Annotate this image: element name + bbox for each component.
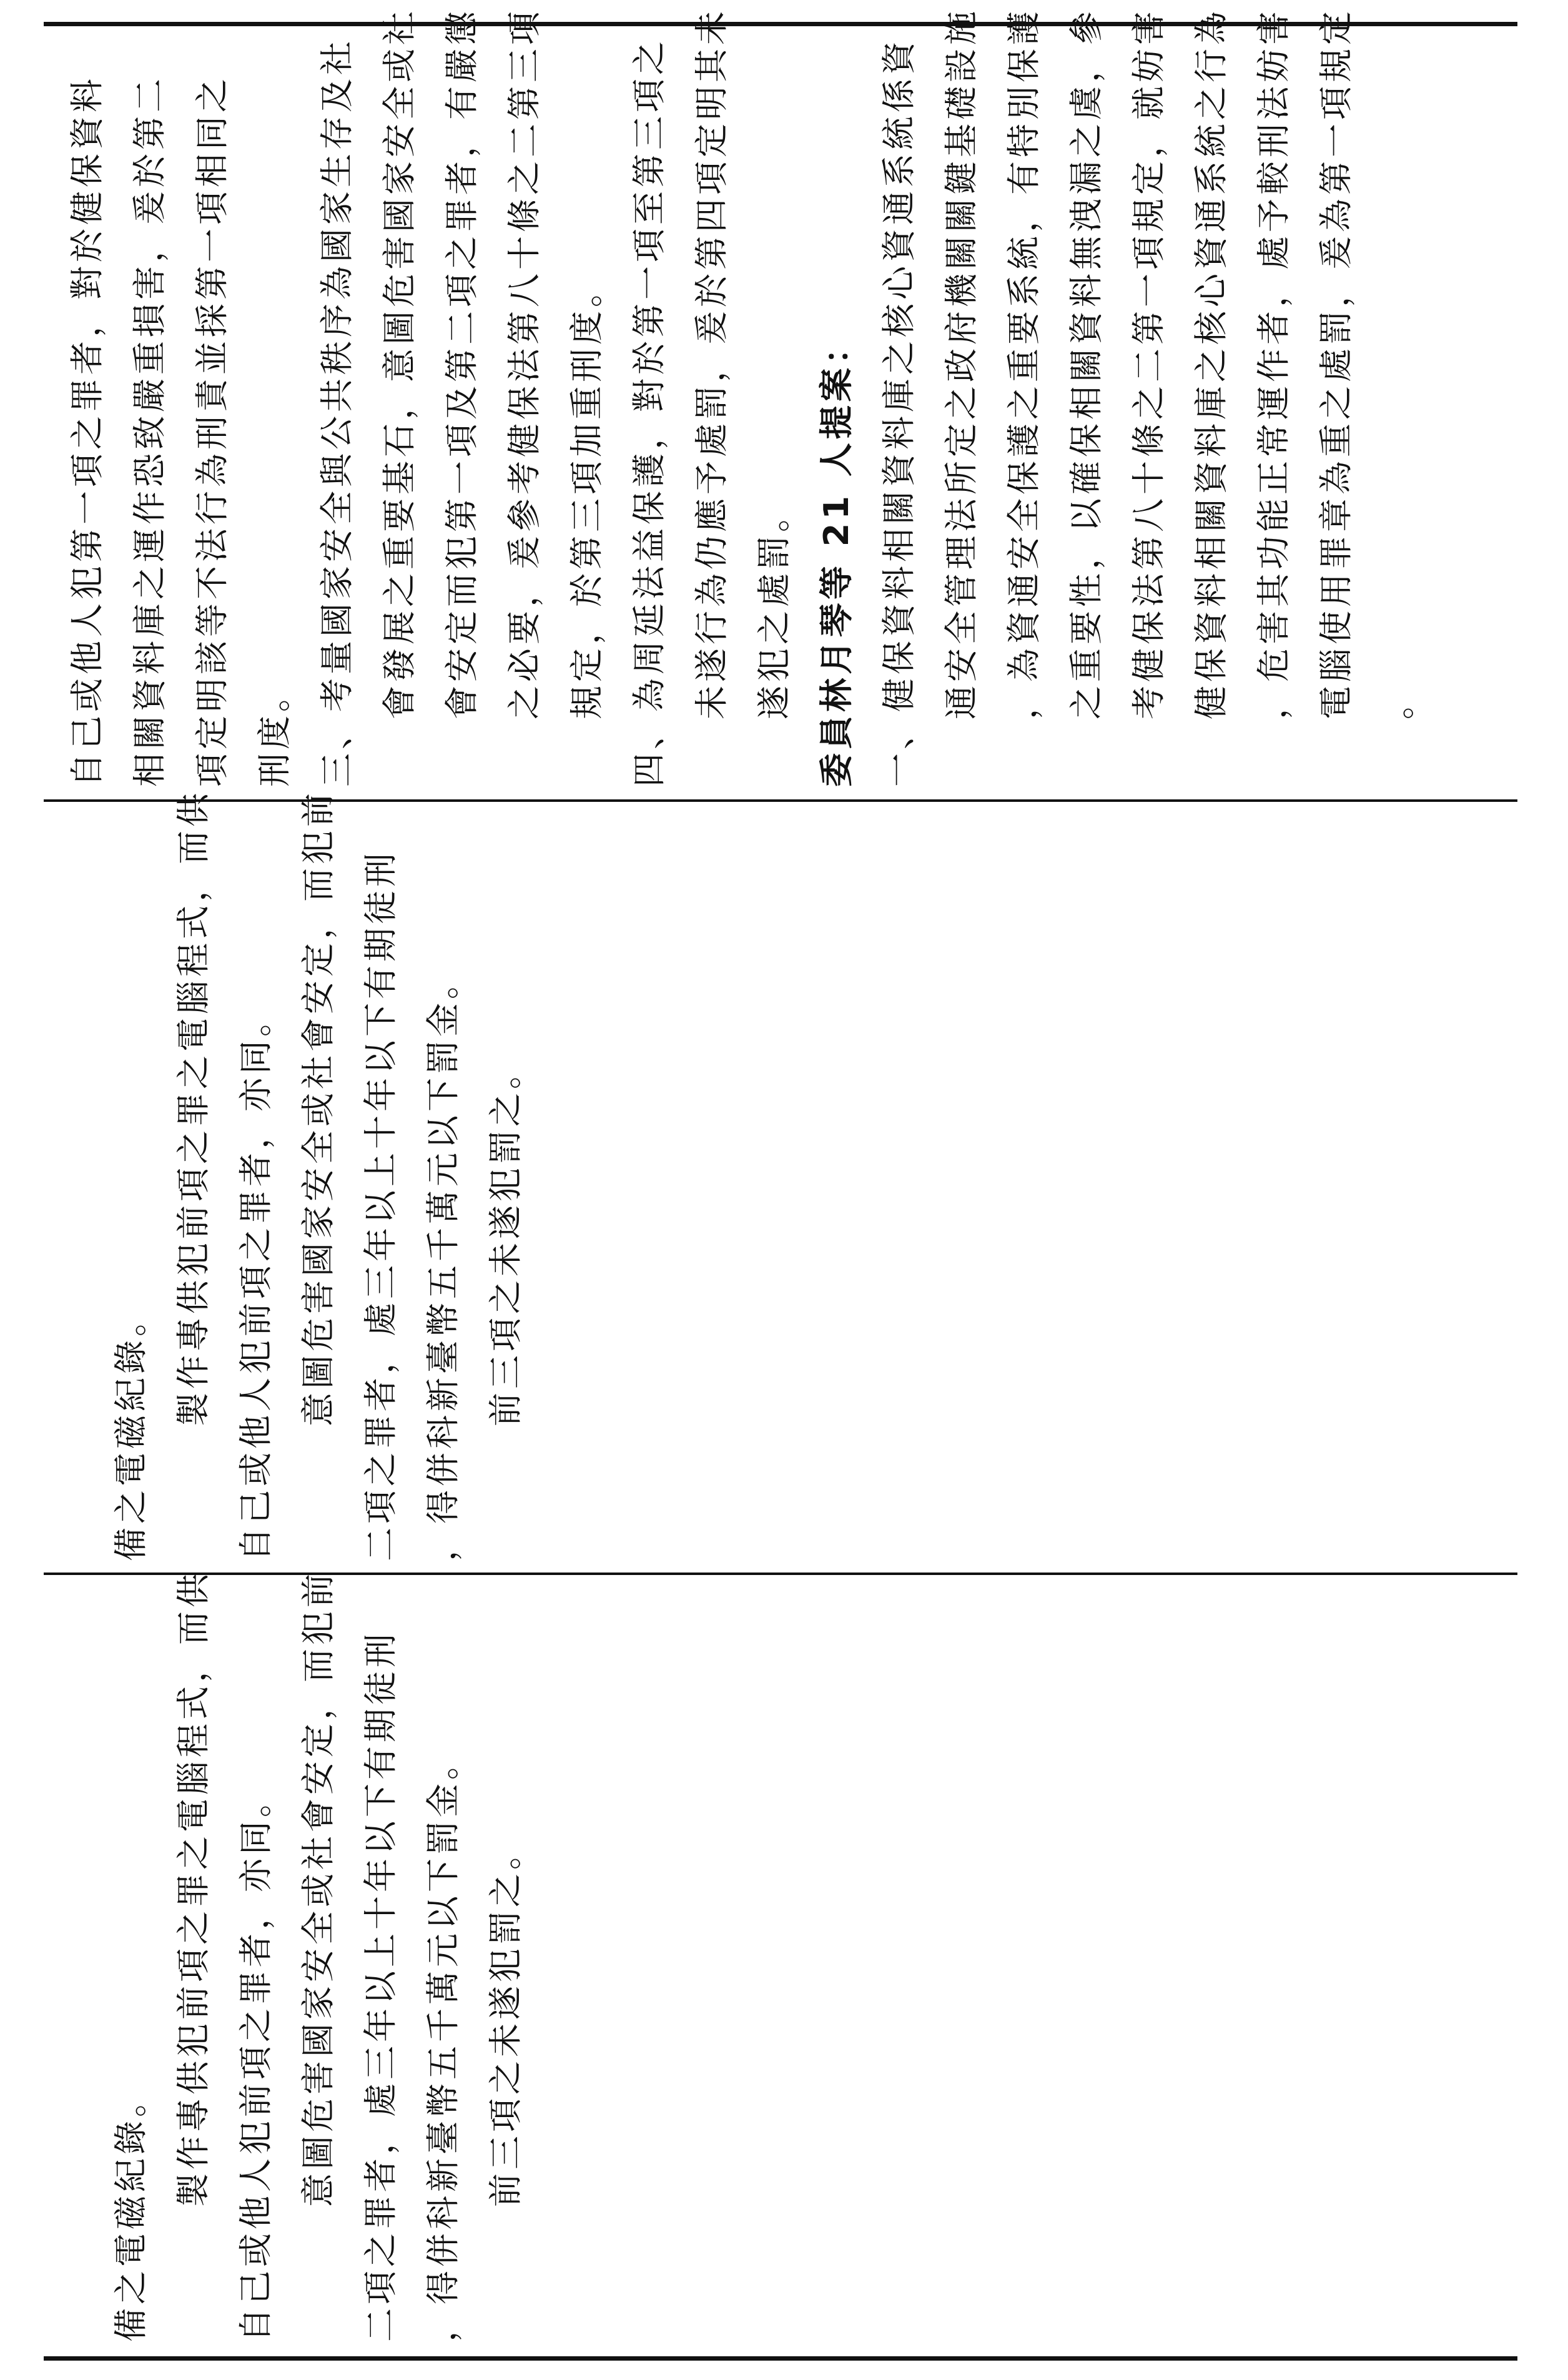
text-line: 會安定而犯第一項及第二項之罪者，有嚴懲	[442, 7, 481, 719]
text-line: 二項之罪者，處三年以上十年以下有期徒刑	[361, 1630, 400, 2342]
text-line: 刑度。	[255, 674, 294, 787]
list-item-1: 一、健保資料相關資料庫之核心資通系統係資	[879, 37, 919, 787]
text-line: 之必要，爰參考健保法第八十條之二第三項	[505, 7, 544, 719]
text-line: 備之電磁紀錄。	[111, 2080, 150, 2342]
text-line: 項定明該等不法行為刑責並採第一項相同之	[192, 75, 232, 787]
text-line: 遂犯之處罰。	[754, 495, 794, 719]
text-line: 規定，於第三項加重刑度。	[567, 270, 606, 719]
list-item-3: 三、考量國家安全與公共秩序為國家生存及社	[317, 37, 357, 787]
paragraph-start: 前三項之未遂犯罰之。	[486, 1832, 525, 2207]
paragraph-start: 意圖危害國家安全或社會安定，而犯前	[298, 789, 338, 1426]
text-line: ，為資通安全保護之重要系統，有特別保護	[1004, 7, 1043, 719]
text-line: ，得併科新臺幣五千萬元以下罰金。	[423, 962, 463, 1561]
list-item-4: 四、為周延法益保護，對於第一項至第三項之	[629, 37, 669, 787]
text-line: 電腦使用罪章為重之處罰，爰為第一項規定	[1316, 7, 1356, 719]
text-line: 。	[1379, 682, 1418, 719]
paragraph-start: 前三項之未遂犯罰之。	[486, 1052, 525, 1426]
text-line: 自己或他人犯第一項之罪者，對於健保資料	[67, 75, 107, 787]
text-line: 健保資料相關資料庫之核心資通系統之行為	[1191, 7, 1231, 719]
article-text-middle	[100, 789, 537, 1561]
paragraph-start: 製作專供犯前項之罪之電腦程式，而供	[174, 789, 213, 1426]
text-line: 未遂行為仍應予處罰，爰於第四項定明其未	[692, 7, 731, 719]
explanation-text	[56, 7, 1430, 787]
text-line: 自己或他人犯前項之罪者，亦同。	[236, 999, 275, 1561]
explanation-band	[44, 7, 1517, 787]
article-text-bottom	[100, 1570, 537, 2342]
bottom-rule	[44, 2356, 1517, 2361]
text-line: ，得併科新臺幣五千萬元以下罰金。	[423, 1742, 463, 2342]
paragraph-start: 意圖危害國家安全或社會安定，而犯前	[298, 1570, 338, 2207]
proposal-heading: 委員林月琴等 21 人提案：	[817, 327, 856, 787]
text-line: 二項之罪者，處三年以上十年以下有期徒刑	[361, 849, 400, 1561]
text-line: 之重要性，以確保相關資料無洩漏之虞，參	[1067, 7, 1106, 719]
text-line: 自己或他人犯前項之罪者，亦同。	[236, 1780, 275, 2342]
paragraph-start: 製作專供犯前項之罪之電腦程式，而供	[174, 1570, 213, 2207]
article-band-middle	[44, 789, 1517, 1561]
text-line: 通安全管理法所定之政府機關關鍵基礎設施	[942, 7, 981, 719]
text-line: 考健保法第八十條之二第一項規定，就妨害	[1129, 7, 1168, 719]
text-line: ，危害其功能正常運作者，處予較刑法妨害	[1254, 7, 1293, 719]
text-line: 備之電磁紀錄。	[111, 1299, 150, 1561]
text-line: 相關資料庫之運作恐致嚴重損害，爰於第二	[130, 75, 169, 787]
band-divider-lower	[44, 1573, 1517, 1575]
article-band-bottom	[44, 1570, 1517, 2342]
band-divider-upper	[44, 799, 1517, 802]
text-line: 會發展之重要基石，意圖危害國家安全或社	[380, 7, 419, 719]
